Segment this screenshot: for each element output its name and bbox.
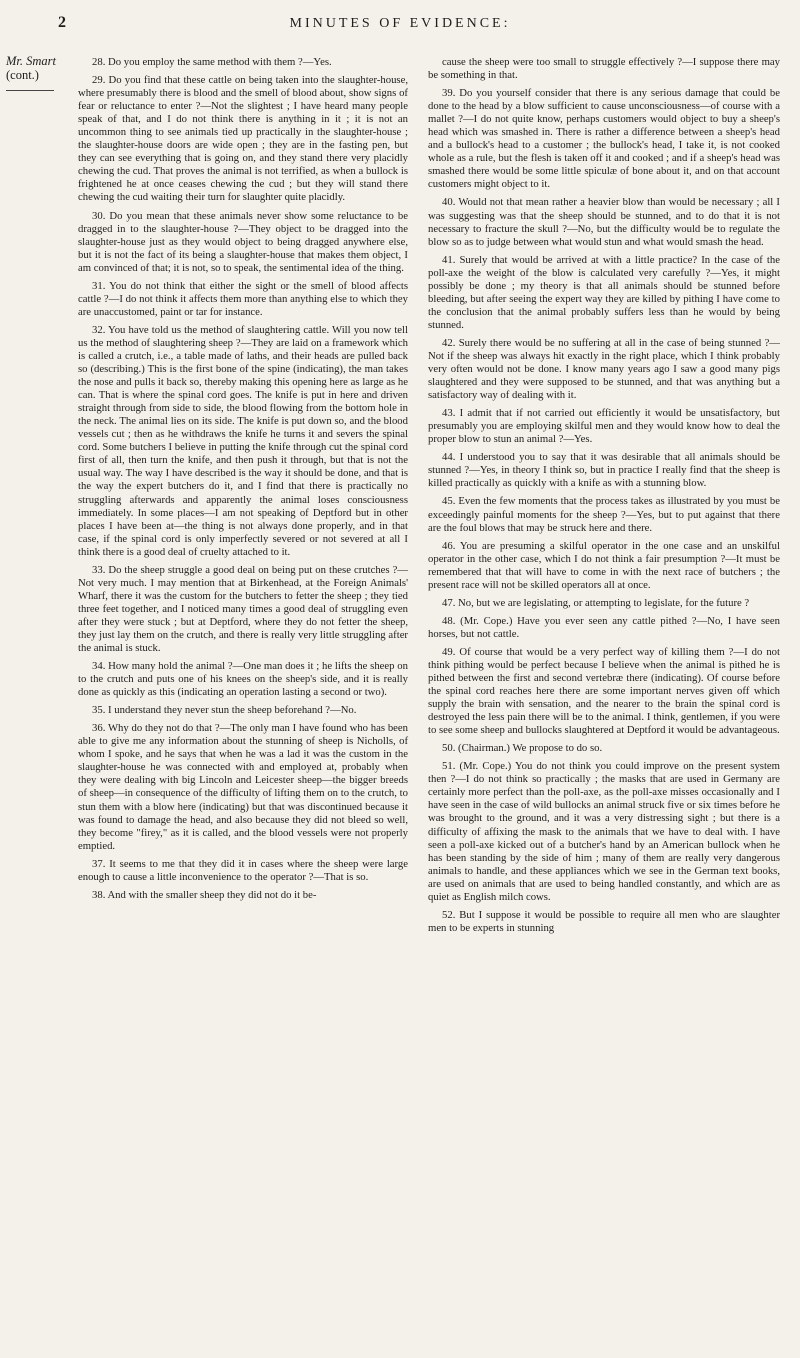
paragraph: 41. Surely that would be arrived at with a little practice? In the case of the poll-axe the weight of the blow is calculated very carefully ?—Yes, it might possibly be done ; my theory is that all animals should be stunned before bleeding, but after seeing the expert way they are killed by pithing I have come to the conclusion that the animal probably suffers less than he would by being stunned. <box>428 253 780 331</box>
paragraph: 30. Do you mean that these animals never show some reluctance to be dragged in to the slaughter-house ?—They object to be dragged into the slaughter-house just as they would object to being dragged anywhere else, but it is not the fact of its being a slaughter-house that makes them object, I am convinced of that; it is not, so to speak, the sentimental idea of the thing. <box>78 209 408 274</box>
witness-status: (cont.) <box>6 68 39 82</box>
paragraph: 31. You do not think that either the sight or the smell of blood affects cattle ?—I do not think it affects them more than anything else to which they are unaccustomed, paint or tar for instance. <box>78 279 408 318</box>
page-number: 2 <box>58 14 66 31</box>
witness-name: Mr. Smart <box>6 54 57 68</box>
paragraph: cause the sheep were too small to struggle effectively ?—I suppose there may be something in that. <box>428 56 780 82</box>
right-column <box>428 56 780 940</box>
running-title: MINUTES OF EVIDENCE: <box>289 16 511 31</box>
paragraph: 46. You are presuming a skilful operator in the one case and an unskilful operator in the other case, which I do not think a fair presumption ?—It must be remembered that that will have to come in with the next race of butchers ; the present race will not be skilled operators all at once. <box>428 539 780 591</box>
margin-divider <box>6 90 54 91</box>
paragraph: 45. Even the few moments that the process takes as illustrated by you must be exceedingly painful moments for the sheep ?—Yes, but to put against that there are the foul blows that may be struck here and there. <box>428 495 780 534</box>
paragraph: 28. Do you employ the same method with them ?—Yes. <box>92 56 332 68</box>
paragraph: 52. But I suppose it would be possible to require all men who are slaughter men to be experts in stunning <box>428 908 780 934</box>
paragraph: 36. Why do they not do that ?—The only man I have found who has been able to give me any information about the stunning of sheep is Nicholls, of whom I spoke, and he says that when he was a lad it was the custom in the slaughter-house he was connected with and employed at, probably when they were dealing with big Lincoln and Leicester sheep—the bigger breeds of sheep—in consequence of the difficulty of lifting them on to the crutch, to stun them with a blow here (indicating) but that was discontinued because it was found to damage the head, and also because they did not bleed so well, they become "firey," as it is called, and the blood vessels were not properly emptied. <box>78 722 408 852</box>
paragraph: 51. (Mr. Cope.) You do not think you could improve on the present system then ?—I do not think so practically ; the masks that are used in Germany are certainly more perfect than the poll-axe, as the poll-axe misses occasionally and I have seen in the case of wild bullocks an animal struck five or six times before he was brought to the ground, and it was a very distressing sight ; but there is a difficulty of affixing the mask to the animals that we have to deal with. I have seen a poll-axe kicked out of a butcher's hand by an American bullock when he has been standing by the side of him ; many of them are really very dangerous animals to handle, and these appliances which we see in the German text books, are used on animals that are used to being handled constantly, and which are as quiet as English milch cows. <box>428 760 780 903</box>
paragraph: 39. Do you yourself consider that there is any serious damage that could be done to the head by a blow sufficient to cause unconsciousness—of course with a mallet ?—I do not quite know, perhaps customers would object to buy a sheep's head which was smashed in. There is rather a difference between a sheep's head and a bullock's head to a customer ; the bullock's head, I take it, is not cooked whole as a rule, but the flesh is taken off it and cooked ; and if a sheep's head was smashed there would be some little spiculæ of bone about it, and on that account customers might object to it. <box>428 87 780 191</box>
paragraph: 42. Surely there would be no suffering at all in the case of being stunned ?—Not if the sheep was always hit exactly in the right place, which I think probably very often would not be done. I know many years ago I saw a good many pigs slaughtered and they were supposed to be stunned, and that was anything but a satisfactory way of dealing with it. <box>428 336 780 402</box>
paragraph: 43. I admit that if not carried out efficiently it would be unsatisfactory, but presumably you are employing skilful men and they would know how to deal the proper blow to stun an animal ?—Yes. <box>428 407 780 446</box>
paragraph: 38. And with the smaller sheep they did not do it be- <box>92 888 317 901</box>
paragraph: 49. Of course that would be a very perfect way of killing them ?—I do not think pithing would be perfect because I believe when the animal is pithed he is pithed between the first and second vertebræ there (indicating). Of course before the spinal cord reaches here there are some important nerves given off which supply the brain with sensation, and the nearer to the brain the spinal cord is destroyed the less pain there will be to the animal. I think, gentlemen, if you were to see some sheep and bullocks slaughtered at Deptford it would be advantageous. <box>428 645 780 737</box>
paragraph: 33. Do the sheep struggle a good deal on being put on these crutches ?—Not very much. I may mention that at Birkenhead, at the Foreign Animals' Wharf, there it was the custom for the butchers to fetter the sheep ; they tied three feet together, and I noticed many times a good deal of struggling even after they were stuck ; but at Deptford, where they do not fetter the sheep, they just lay them on the crutch, and there is really very little struggling after the animal is stuck. <box>78 563 408 655</box>
paragraph: 29. Do you find that these cattle on being taken into the slaughter-house, where presumably there is blood and the smell of blood about, show signs of fear or reluctance to enter ?—Not the slightest ; I have heard many people speak of that, and I do not think there is anything in it ; it is not an uncommon thing to see animals tied up practically in the slaughter-house ; the slaughter-house doors are wide open ; they are in the fasting pen, but they can see everything that is going on, and they stand there very placidly chewing the cud. That proves the animal is not terrified, as when a bullock is frightened he at once ceases chewing the cud ; but they will stand there chewing the cud waiting their turn for slaughter quite placidly. <box>78 74 408 204</box>
left-column <box>78 56 408 907</box>
paragraph: 47. No, but we are legislating, or attempting to legislate, for the future ? <box>442 596 750 609</box>
paragraph: 35. I understand they never stun the sheep beforehand ?—No. <box>92 704 357 717</box>
paragraph: 32. You have told us the method of slaughtering cattle. Will you now tell us the method of slaughtering sheep ?—They are laid on a framework which is called a crutch, i.e., a table made of laths, and their heads are pulled back so (describing.) This is the first bone of the spine (indicating), the man takes the nose and pulls it back so, thereby making this opening here as large as he can. That is where the spinal cord goes. The knife is put in here and driven straight through from side to side, the blood flowing from the bottom hole in the neck. The animal lies on its side. The knife is put down so, and the blood vessels cut ; then as he withdraws the knife he turns it and severs the spinal cord. Some butchers I believe in putting the knife through cut the spinal cord first of all, then turn the knife, and then push it through, but that is not the usual way. The way I have described is the way it should be done, and that is the way the expert butchers do it, and I find that there is practically no struggling afterwards and apparently the animal loses consciousness immediately. In some places—I am not speaking of Deptford but in other places I have been at—the thing is not always done properly, and in that case, if the spinal cord is only imperfectly severed or not severed at all I think there is a good deal of cruelty attached to it. <box>78 323 408 558</box>
paragraph: 44. I understood you to say that it was desirable that all animals should be stunned ?—Yes, in theory I think so, but in practice I really find that the sheep is killed practically as quickly with a knife as with a stunning blow. <box>428 451 780 490</box>
paragraph: 40. Would not that mean rather a heavier blow than would be necessary ; all I was suggesting was that the sheep should be stunned, and to do that it is not necessary to fracture the skull ?—No, but the difficulty would be to regulate the blow so as to judge between what would stun and what would smash the head. <box>428 196 780 248</box>
paragraph: 34. How many hold the animal ?—One man does it ; he lifts the sheep on to the crutch and puts one of his knees on the sheep's side, and it is really done as quickly as this (indicating an operation lasting a second or two). <box>78 660 408 699</box>
paragraph: 50. (Chairman.) We propose to do so. <box>442 742 603 755</box>
paragraph: 48. (Mr. Cope.) Have you ever seen any cattle pithed ?—No, I have seen horses, but not cattle. <box>428 614 780 640</box>
paragraph: 37. It seems to me that they did it in cases where the sheep were large enough to cause a little inconvenience to the operator ?—That is so. <box>78 857 408 883</box>
witness-margin-note <box>6 54 58 91</box>
